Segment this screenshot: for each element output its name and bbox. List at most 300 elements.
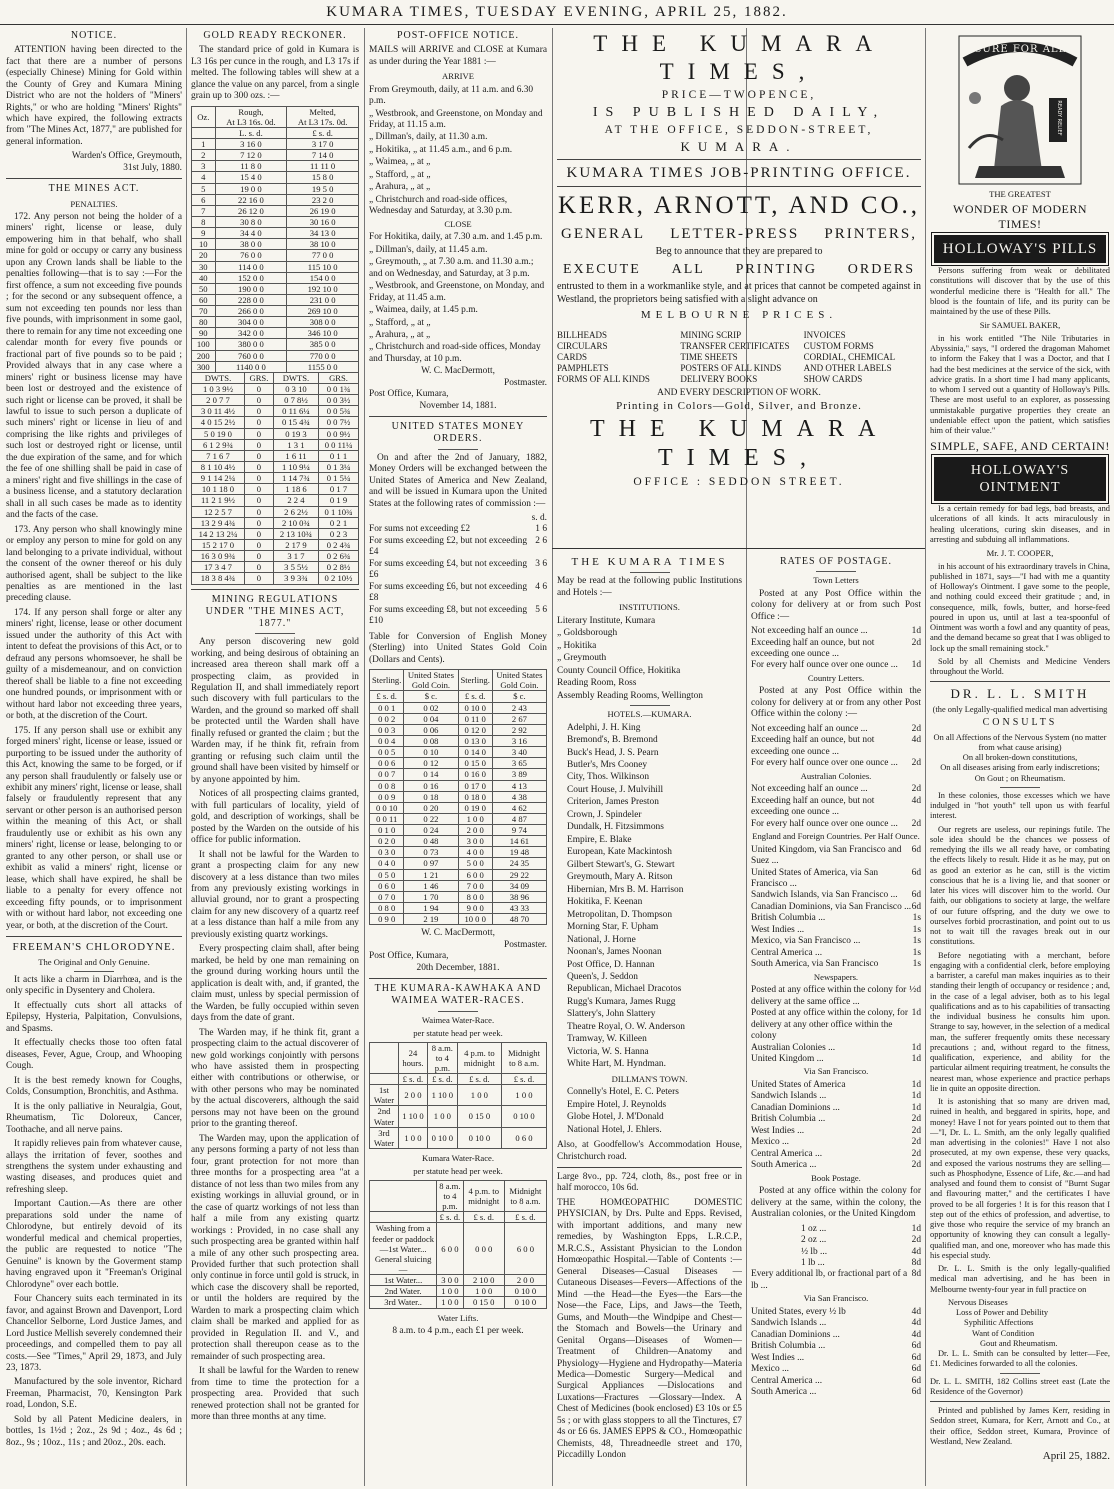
rate-row [751, 638, 921, 661]
list-item: „ Arahura, „ at „ [369, 330, 431, 340]
rate-value: 1d [911, 1102, 921, 1113]
newspaper-rates [751, 985, 921, 1065]
conditions-list [930, 1298, 1110, 1349]
table-cell: 154 0 0 [287, 272, 359, 283]
rate-label: For sums exceeding £6, but not exceeding £8 [369, 581, 528, 604]
table-row [192, 495, 359, 506]
table-cell: 6 1 2 9¾ [192, 439, 245, 450]
table-cell: 1 0 0 [457, 1085, 501, 1106]
execute-word: EXECUTE [563, 262, 641, 278]
foreign-rates [751, 845, 921, 971]
rate-row [751, 1114, 921, 1125]
table-row [192, 283, 359, 294]
table-cell: 0 3 0 [370, 847, 404, 858]
table-cell: 1 0 0 [437, 1286, 463, 1297]
table-cell: 0 2 3 [319, 528, 359, 539]
table-cell: 17 3 4 7 [192, 562, 245, 573]
list-item: Greymouth, Mary A. Ritson [567, 872, 673, 883]
table-cell: 0 2 6¾ [319, 551, 359, 562]
table-cell: 0 10 [404, 747, 458, 758]
table-cell: 38 10 0 [287, 239, 359, 250]
rate-value: 6d [911, 867, 921, 878]
table-cell: 0 19 3 [273, 428, 318, 439]
rate-row [751, 948, 921, 959]
list-item: „ Greymouth [557, 653, 607, 664]
rate-label: West Indies ... [751, 1125, 805, 1136]
grs-header: GRS. [244, 372, 273, 383]
rate-row [751, 1364, 921, 1375]
table-cell: 192 10 0 [287, 283, 359, 294]
rate-label: 1 oz ... [801, 1223, 827, 1234]
list-item: Hokitika, F. Keenan [567, 897, 643, 908]
table-row [370, 836, 547, 847]
cooper-testimonial: in his account of his extraordinary travels in China, published in 1871, says—"I had with me a quantity of Holloway's Ointment. I gave some to the people, and nothing could exceed their gratitude ; and, in consequence, milk, fowls, butter, and horse-feed poured in upon us, until at last a tea-spoonful of Ointment was worth a fowl and any quantity of peas, and the demand became so great that I was obliged to lock up the small remaining stock." [930, 561, 1110, 653]
via-sf-book-rates [751, 1307, 921, 1399]
table-cell: 4 0 0 [458, 847, 492, 858]
table-cell: 18 3 8 4¾ [192, 573, 245, 584]
dillman-list [557, 1087, 742, 1136]
table-cell: 3 0 0 [458, 836, 492, 847]
table-cell: 0 [244, 384, 273, 395]
table-cell: 2 0 0 [398, 1085, 427, 1106]
reckoner-intro: The standard price of gold in Kumara is L3 16s per cunce in the rough, and L3 17s if melted. The following tables will shew at a glance the value on any parcel, from a single grain up to 300 ozs. :— [191, 45, 359, 102]
table-cell: 0 11 0 [458, 713, 492, 724]
table-cell: 3 89 [492, 769, 546, 780]
table-cell: 19 5 0 [287, 183, 359, 194]
rate-label: Sandwich Islands ... [751, 1091, 827, 1102]
clause-172: 172. Any person not being the holder of a miners' right, license or lease, duly empowering him in that behalf, who shall mine for gold or occupy or carry any business upon any Crown lands shall be liable to the penalties following—that is to say :—For the first offence, a sum not exceeding five pounds ; for the second or any subsequent offence, a sum not exceeding ten pounds nor less than five pounds, with imprisonment in some gaol, there to remain for any time not exceeding one calendar month for every five pounds or fractional part of five pounds so to be paid ; Provided always that in any case where a miners' right or business license may have been lost or destroyed and the existence of such right or license can be proved, it shall be lawful to issue to such person a duplicate of such miners' right or license in lieu of and comprising the like rights and privileges of such lost or destroyed right or license, until the due expiration of the same, and for which the fee of one shilling shall be paid in case of a miners' right and five shillings in the case of a business license, and a statutory declaration shall in all such cases be made as to identity and the facts of the case. [6, 212, 182, 521]
rate-label: Not exceeding half an ounce ... [751, 626, 868, 637]
lsd-header: £ s. d. [437, 1212, 463, 1223]
regulation-paragraph: It shall not be lawful for the Warden to grant a prospecting claim for any new discovery at a less distance than two miles from any previously existing workings in alluvial ground, nor to grant a prospecting claim for any new discovery of a quartz reef at a less distance than half a mile from any previously existing quartz workings. [191, 849, 359, 940]
table-cell: 1st Water [370, 1085, 399, 1106]
table-cell: 7 [192, 205, 216, 216]
consult-item: On all broken-down constitutions, [962, 753, 1078, 763]
table-cell: 11 11 0 [287, 161, 359, 172]
rate-label: Australian Colonies ... [751, 1042, 836, 1053]
consults-heading: CONSULTS [982, 717, 1058, 729]
table-cell: 0 1 10¾ [319, 506, 359, 517]
rate-row [751, 1080, 921, 1091]
rate-label: ½ lb ... [801, 1246, 828, 1257]
rate-value: 1s [912, 947, 921, 958]
table-row [192, 562, 359, 573]
rate-row [801, 1258, 921, 1269]
table-row [192, 395, 359, 406]
rate-label: West Indies ... [751, 1352, 805, 1363]
table-cell: 22 16 0 [215, 194, 287, 205]
table-cell: 29 22 [492, 869, 546, 880]
table-cell: 0 0 4 [370, 735, 404, 746]
pills-body: Persons suffering from weak or debilitated constitutions will discover that by the use of this wonderful medicine there is "Health for all." The blood is the fountain of life, and its purity can be maintained by the use of these Pills. [930, 266, 1110, 317]
post-office-place: Post Office, Kumara, [369, 389, 449, 400]
arrive-list [369, 85, 547, 218]
rate-row [751, 1376, 921, 1387]
list-item: Metropolitan, D. Thompson [567, 909, 673, 920]
list-item: For Hokitika, daily, at 7.30 a.m. and 1.45 p.m. [369, 232, 543, 243]
list-item: City, Thos. Wilkinson [567, 772, 650, 783]
table-row [370, 758, 547, 769]
rate-row [751, 1054, 921, 1065]
freeman-paragraph: Important Caution.—As there are other preparations sold under the name of Chlorodyne, but entirely devoid of its wonderful medical and chemical properties, the public are requested to notice "The Genuine" is known by the Goverment stamp having engraved upon it "Freeman's Original Chlorodyne" over each bottle. [6, 1199, 182, 1290]
list-item: „ Hokitika [557, 640, 597, 651]
table-row [370, 791, 547, 802]
price-line: PRICE—TWOPENCE, [661, 89, 817, 102]
table-cell: 40 [192, 272, 216, 283]
smith-paragraph: Our regrets are useless, our repinings futile. The sole idea should be the chances we possess of remedying the ills we all ready have, or combating the effects likely to result. Hide it as he may, put on as good an exterior as he can, still is the victim conscious that he is a living lie, and that sooner or later his vices will discover him to the world. Our faith, our obligations to society at large, the welfare of our future offspring, and the duty we owe to ourselves forbid procrastination, and point out to us not to wait till the ravages break out in our constitutions. [930, 824, 1110, 947]
table-cell: 0 10 0 [504, 1297, 546, 1308]
per-head-note: per statute head per week. [413, 1166, 503, 1177]
table-cell: 30 16 0 [287, 216, 359, 227]
list-item: „ Dillman's, daily, at 11.30 a.m. [369, 132, 488, 143]
town-intro: Posted at any Post Office within the colony for delivery at or from such Post Office :— [751, 588, 921, 622]
printing-services-grid [557, 330, 921, 385]
rate-value: 1s [912, 913, 921, 924]
table-cell: 1st Water... [370, 1275, 437, 1286]
table-row [370, 903, 547, 914]
table-row [370, 802, 547, 813]
table-cell: 13 2 9 4¾ [192, 517, 245, 528]
rate-value: 1s [912, 924, 921, 935]
table-row [370, 780, 547, 791]
list-item: Empire Hotel, J. Reynolds [567, 1099, 667, 1110]
table-row [192, 161, 359, 172]
rate-row [751, 758, 921, 769]
table-cell: 11 2 1 9½ [192, 495, 245, 506]
table-cell: 0 19 0 [458, 802, 492, 813]
regulations-title: MINING REGULATIONS UNDER "THE MINES ACT, 1877." [205, 593, 345, 629]
service-item: POSTERS OF ALL KINDS [680, 363, 782, 374]
table-cell: 60 [192, 294, 216, 305]
every-description: AND EVERY DESCRIPTION OF WORK. [657, 388, 821, 399]
table-row [192, 384, 359, 395]
waimea-race-heading: Waimea Water-Race. [421, 1014, 495, 1025]
table-cell: 269 10 0 [287, 306, 359, 317]
cure-for-all-emblem-icon [945, 28, 1095, 188]
table-row [370, 747, 547, 758]
smith-paragraph: Dr. L. L. Smith is the only legally-qualified medical man advertising, and he has been in Melbourne twenty-four year in full practice on [930, 1264, 1110, 1294]
column-notices [6, 28, 182, 1486]
rate-row [751, 1160, 921, 1171]
service-item: TIME SHEETS [680, 352, 738, 363]
rate-label: 2 oz ... [801, 1235, 827, 1246]
rate-value: 2d [911, 1160, 921, 1171]
table-row [370, 1223, 547, 1275]
table-cell: 15 4 0 [215, 172, 287, 183]
table-cell: 0 [244, 417, 273, 428]
table-row [192, 406, 359, 417]
table-row [192, 551, 359, 562]
rate-label: For every half ounce over one ounce ... [751, 758, 898, 769]
title-kumara: KUMARA [699, 31, 885, 56]
table-cell: 0 8 0 [370, 903, 404, 914]
notice-signature: Warden's Office, Greymouth, [71, 151, 182, 162]
table-cell: 2 0 7 7 [192, 395, 245, 406]
table-cell: 0 [244, 450, 273, 461]
rate-label: British Columbia ... [751, 913, 826, 924]
table-cell: 1 18 6 [273, 484, 318, 495]
table-row [192, 339, 359, 350]
table-row [192, 216, 359, 227]
country-rates [751, 724, 921, 770]
reckoner-title: GOLD READY RECKONER. [203, 30, 347, 41]
table-cell: 77 0 0 [287, 250, 359, 261]
notice-date: 31st July, 1880. [123, 162, 182, 173]
beg-line: Beg to announce that they are prepared to [655, 246, 823, 258]
holloways-pills-banner: HOLLOWAY'S PILLS [934, 235, 1106, 263]
imprint: Printed and published by James Kerr, residing in Seddon street, Kumara, for Kerr, Arnott and Co., at their office, Seddon street, Kumara, Province of Westland, New Zealand. [930, 1406, 1110, 1446]
table-cell: 30 [192, 261, 216, 272]
list-item: Theatre Royal, O. W. Anderson [567, 1021, 685, 1032]
w-col-header: 24 hours. [398, 1042, 427, 1073]
is-word: IS [592, 105, 622, 121]
table-cell: 0 [244, 395, 273, 406]
list-item: White Hart, M. Hyndman. [567, 1059, 666, 1070]
table-cell: 30 8 0 [215, 216, 287, 227]
rate-value: 2d [911, 1137, 921, 1148]
table-cell: 152 0 0 [215, 272, 287, 283]
consult-item: On Gout ; on Rheumatism. [974, 773, 1066, 783]
rate-value: 1d [911, 660, 921, 671]
rate-row [751, 1008, 921, 1042]
list-item: „ Hokitika, „ at 11.45 a.m., and 6 p.m. [369, 144, 513, 155]
smith-consult-letter: Dr. L. L. Smith can be consulted by letter—Fee, £1. Medicines forwarded to all the colonies. [930, 1349, 1110, 1369]
table-cell: 26 19 0 [287, 205, 359, 216]
rate-row [801, 1224, 921, 1235]
table-cell: 1 [192, 138, 216, 149]
table-row [192, 484, 359, 495]
table-row [192, 573, 359, 584]
rate-label: Sandwich Islands, via San Francisco ... [751, 890, 898, 901]
table-row [192, 428, 359, 439]
regulation-paragraph: Any person discovering new gold working, and being desirous of obtaining an increased area thereon shall mark off a prospecting claim, as provided in Regulation II, and shall immediately report such discovery with full particulars to the Warden, and the ground so marked off shall be protected until the Warden shall have finally refused or granted the claim ; but the Warden may, if he think fit, refrain from granting or refusing such claim until the ground shall have been visited by himself or by anyone appointed by him. [191, 637, 359, 785]
conversion-place: Post Office, Kumara, [369, 951, 449, 962]
water-lifts-heading: Water Lifts. [437, 1312, 479, 1323]
table-row [192, 261, 359, 272]
rate-row [751, 735, 921, 758]
service-item: TRANSFER CERTIFICATES [680, 341, 790, 352]
rate-label: United Kingdom, via San Francisco and Suez ... [751, 844, 902, 867]
table-cell: 114 0 0 [215, 261, 287, 272]
lsd-header: L. s. d. [215, 127, 287, 138]
rate-row [751, 1330, 921, 1341]
via-sf-heading-2: Via San Francisco. [803, 1293, 869, 1304]
simple-safe-heading: SIMPLE, SAFE, AND CERTAIN! [930, 439, 1110, 454]
table-cell: 0 [244, 506, 273, 517]
table-cell: 346 10 0 [287, 328, 359, 339]
table-cell: 0 1 1 [319, 450, 359, 461]
table-cell: 308 0 0 [287, 317, 359, 328]
rate-value: 2d [911, 1148, 921, 1159]
table-cell: 0 1 7 [319, 484, 359, 495]
table-cell: 0 [244, 517, 273, 528]
table-cell: 228 0 0 [215, 294, 287, 305]
table-cell: 0 02 [404, 702, 458, 713]
australian-heading: Australian Colonies. [800, 770, 872, 781]
list-item: Dundalk, H. Fitzsimmons [567, 822, 664, 833]
table-cell: 16 3 0 9¾ [192, 551, 245, 562]
institutions-list [557, 616, 742, 702]
every-additional-value: 8d [911, 1269, 921, 1280]
rate-row [751, 1091, 921, 1102]
table-cell: 0 20 [404, 802, 458, 813]
rate-value: 2d [911, 818, 921, 829]
list-item: Butler's, Mrs Cooney [567, 760, 648, 770]
list-item: European, Kate Mackintosh [567, 847, 672, 858]
holloways-ointment-banner: HOLLOWAY'S OINTMENT [934, 457, 1106, 501]
country-letters-heading: Country Letters. [807, 672, 865, 683]
table-cell: 380 0 0 [215, 339, 287, 350]
rate-row [751, 985, 921, 1008]
sterling-header: Sterling. [370, 670, 404, 691]
rate-label: Canadian Dominions ... [751, 1102, 840, 1113]
lsd-header: £ s. d. [463, 1212, 504, 1223]
k-col-header: 4 p.m. to midnight [463, 1180, 504, 1211]
kerr-arnott-heading: KERR, ARNOTT, AND CO., [557, 192, 921, 220]
title-the-2: THE [589, 415, 679, 442]
melted-price: At L3 17s. 0d. [297, 116, 348, 127]
rate-row [751, 1149, 921, 1160]
table-cell: 15 8 0 [287, 172, 359, 183]
table-cell: 48 70 [492, 914, 546, 925]
rate-value: 1d [911, 1223, 921, 1234]
hotels-heading: HOTELS.—KUMARA. [607, 709, 692, 720]
table-row [370, 1106, 547, 1127]
table-cell: 0 0 5 [370, 747, 404, 758]
freeman-paragraph: Sold by all Patent Medicine dealers, in bottles, 1s 1½d ; 2oz., 2s 9d ; 4oz., 4s 6d ; 8oz., 9s ; 10oz., 11s ; and 20oz., 20s. each. [6, 1414, 182, 1448]
rate-value: 6d [911, 1375, 921, 1386]
service-item: PAMPHLETS [557, 363, 609, 374]
list-item: National Hotel, J. Ehlers. [567, 1124, 662, 1135]
table-cell: 11 8 0 [215, 161, 287, 172]
table-cell: 23 2 0 [287, 194, 359, 205]
melbourne-prices: MELBOURNE PRICES. [640, 308, 838, 321]
table-cell: 2 10 0¾ [273, 517, 318, 528]
rate-value: 1d [911, 1091, 921, 1102]
published-word: PUBLISHED [632, 105, 782, 121]
title-the: THE [593, 31, 680, 56]
rate-row [751, 660, 921, 671]
table-cell: 14 61 [492, 836, 546, 847]
table-cell: 0 2 8½ [319, 562, 359, 573]
post-office-intro: MAILS will ARRIVE and CLOSE at Kumara as under during the Year 1881 :— [369, 45, 547, 67]
consult-item: On all diseases arising from early indiscretions; [940, 763, 1100, 773]
ointment-body: Is a certain remedy for bad legs, bad breasts, and ulcerations of all kinds. It acts miraculously in healing ulcerations, curing skin diseases, and in arresting and subduing all inflammations. [930, 504, 1110, 544]
table-row [192, 540, 359, 551]
baker-heading: Sir SAMUEL BAKER, [979, 320, 1061, 331]
rate-value: 5 6 [535, 604, 547, 615]
rate-label: For every half ounce over one ounce ... [751, 660, 898, 671]
kumara-times-read-title: THE KUMARA TIMES [571, 556, 728, 568]
table-cell: 38 96 [492, 891, 546, 902]
list-item: Slattery's, John Slattery [567, 1009, 656, 1020]
column-post-office [369, 28, 547, 1486]
kumara-race-table [369, 1180, 547, 1309]
table-cell: 0 4 0 [370, 858, 404, 869]
table-cell: 3 16 0 [215, 138, 287, 149]
rate-row [369, 582, 547, 605]
table-cell: 0 18 [404, 791, 458, 802]
regulation-paragraph: The Warden may, if he think fit, grant a prospecting claim to the actual discoverer of new gold workings conjointly with persons who have assisted them in prospecting either with contributions or otherwise, or with other persons who may be nominated by the actual discoverers, although the said persons may not have been on the ground prior to the granting thereof. [191, 1027, 359, 1130]
rate-value: 8d [911, 1258, 921, 1269]
table-row [192, 528, 359, 539]
conversion-signature: W. C. MacDermott, [421, 928, 495, 939]
table-cell: 2 6 2½ [273, 506, 318, 517]
rate-value: 2d [911, 637, 921, 648]
table-row [192, 183, 359, 194]
oz-header: Oz. [192, 106, 216, 127]
rate-value: 1s [912, 959, 921, 970]
rate-row [369, 605, 547, 628]
table-cell: 2 43 [492, 702, 546, 713]
table-cell: 15 2 17 0 [192, 540, 245, 551]
table-cell: 0 16 0 [458, 769, 492, 780]
table-row [370, 713, 547, 724]
letterpress-word: LETTER-PRESS [670, 225, 800, 242]
table-row [192, 138, 359, 149]
smith-paragraph: It is astonishing that so many are driven mad, ruined in health, and beggared in spirits, hope, and money! Have I not for years pointed out to them that—"I, Dr. L. L. Smith, am the only legally qualified man advertising in the colonies!" Have I not also prosecuted, at my own expense, these very quacks, and exposed the various nostrums they are selling—such as Phosphodyne, Essence of Life, &c.—and had analysed and found them to consist of "Burnt Sugar and flavouring matter," and the certificates I have proved to be all forgeries ! It is for this reason that I step out of the ethics of profession, and advertise, to give those who require the service of my branch an opportunity of knowing they can consult a legally-qualified man, and one, moreover who has made this his especial study. [930, 1097, 1110, 1260]
rate-label: For sums exceeding £8, but not exceeding £10 [369, 604, 528, 627]
table-cell: 12 2 5 7 [192, 506, 245, 517]
table-row [370, 858, 547, 869]
kumara-race-heading: Kumara Water-Race. [422, 1152, 494, 1163]
freeman-paragraph: It is the best remedy known for Coughs, Colds, Consumption, Bronchitis, and Asthma. [6, 1075, 182, 1098]
table-cell: 385 0 0 [287, 339, 359, 350]
table-cell: 1 3 1 [273, 439, 318, 450]
table-cell: 2 92 [492, 724, 546, 735]
table-cell: 0 0 7½ [319, 417, 359, 428]
table-cell: 0 0 0 [463, 1223, 504, 1275]
freeman-paragraph: It acts like a charm in Diarrhœa, and is the only specific in Dysentery and Cholera. [6, 974, 182, 997]
clause-174: 174. If any person shall forge or alter any miners' right, license, lease or other document issued under the authority of this Act with intent to defeat the provisions of this Act, or to defraud any persons whomsoever, he shall be guilty of a misdemeanour, and on conviction thereof shall be liable to a fine not exceeding one hundred pounds, or imprisonment with or without hard labor not exceeding three years, or both, at the discretion of the Court. [6, 607, 182, 722]
table-cell: 1 70 [404, 891, 458, 902]
list-item: „ Waimea, daily, at 1.45 p.m. [369, 305, 478, 316]
rate-row [751, 796, 921, 819]
table-cell: 0 10 0 [457, 1127, 501, 1148]
column-rule [552, 28, 553, 1486]
table-cell: 0 [244, 439, 273, 450]
service-item: BILLHEADS [557, 330, 607, 341]
table-cell: 70 [192, 306, 216, 317]
water-races-title: THE KUMARA-KAWHAKA AND WAIMEA WATER-RACES. [374, 983, 542, 1007]
table-cell: 6 [192, 194, 216, 205]
rate-label: Mexico ... [751, 1137, 790, 1148]
rate-row [751, 913, 921, 924]
table-row [192, 361, 359, 372]
block-divider [552, 548, 925, 549]
table-cell: 7 12 0 [215, 150, 287, 161]
title-times: TIMES, [659, 59, 819, 85]
table-cell: 1140 0 0 [215, 361, 287, 372]
table-cell: 0 2 0 [370, 836, 404, 847]
sc-header: $ c. [404, 691, 458, 702]
table-cell: 0 14 0 [458, 747, 492, 758]
rate-value: 1s [912, 936, 921, 947]
table-cell: 5 [192, 183, 216, 194]
service-item: INVOICES [803, 330, 846, 341]
rate-label: South America ... [751, 1387, 817, 1398]
table-cell: 0 1 5¼ [319, 473, 359, 484]
rate-row [751, 819, 921, 830]
table-cell: 0 22 [404, 813, 458, 824]
table-cell: 0 7 8½ [273, 395, 318, 406]
table-row [370, 724, 547, 735]
rate-row [751, 902, 921, 913]
every-additional-label: Every additional lb, or fractional part of a lb ... [751, 1269, 908, 1291]
table-row [192, 317, 359, 328]
table-cell: 300 [192, 361, 216, 372]
rate-value: 2d [911, 1125, 921, 1136]
